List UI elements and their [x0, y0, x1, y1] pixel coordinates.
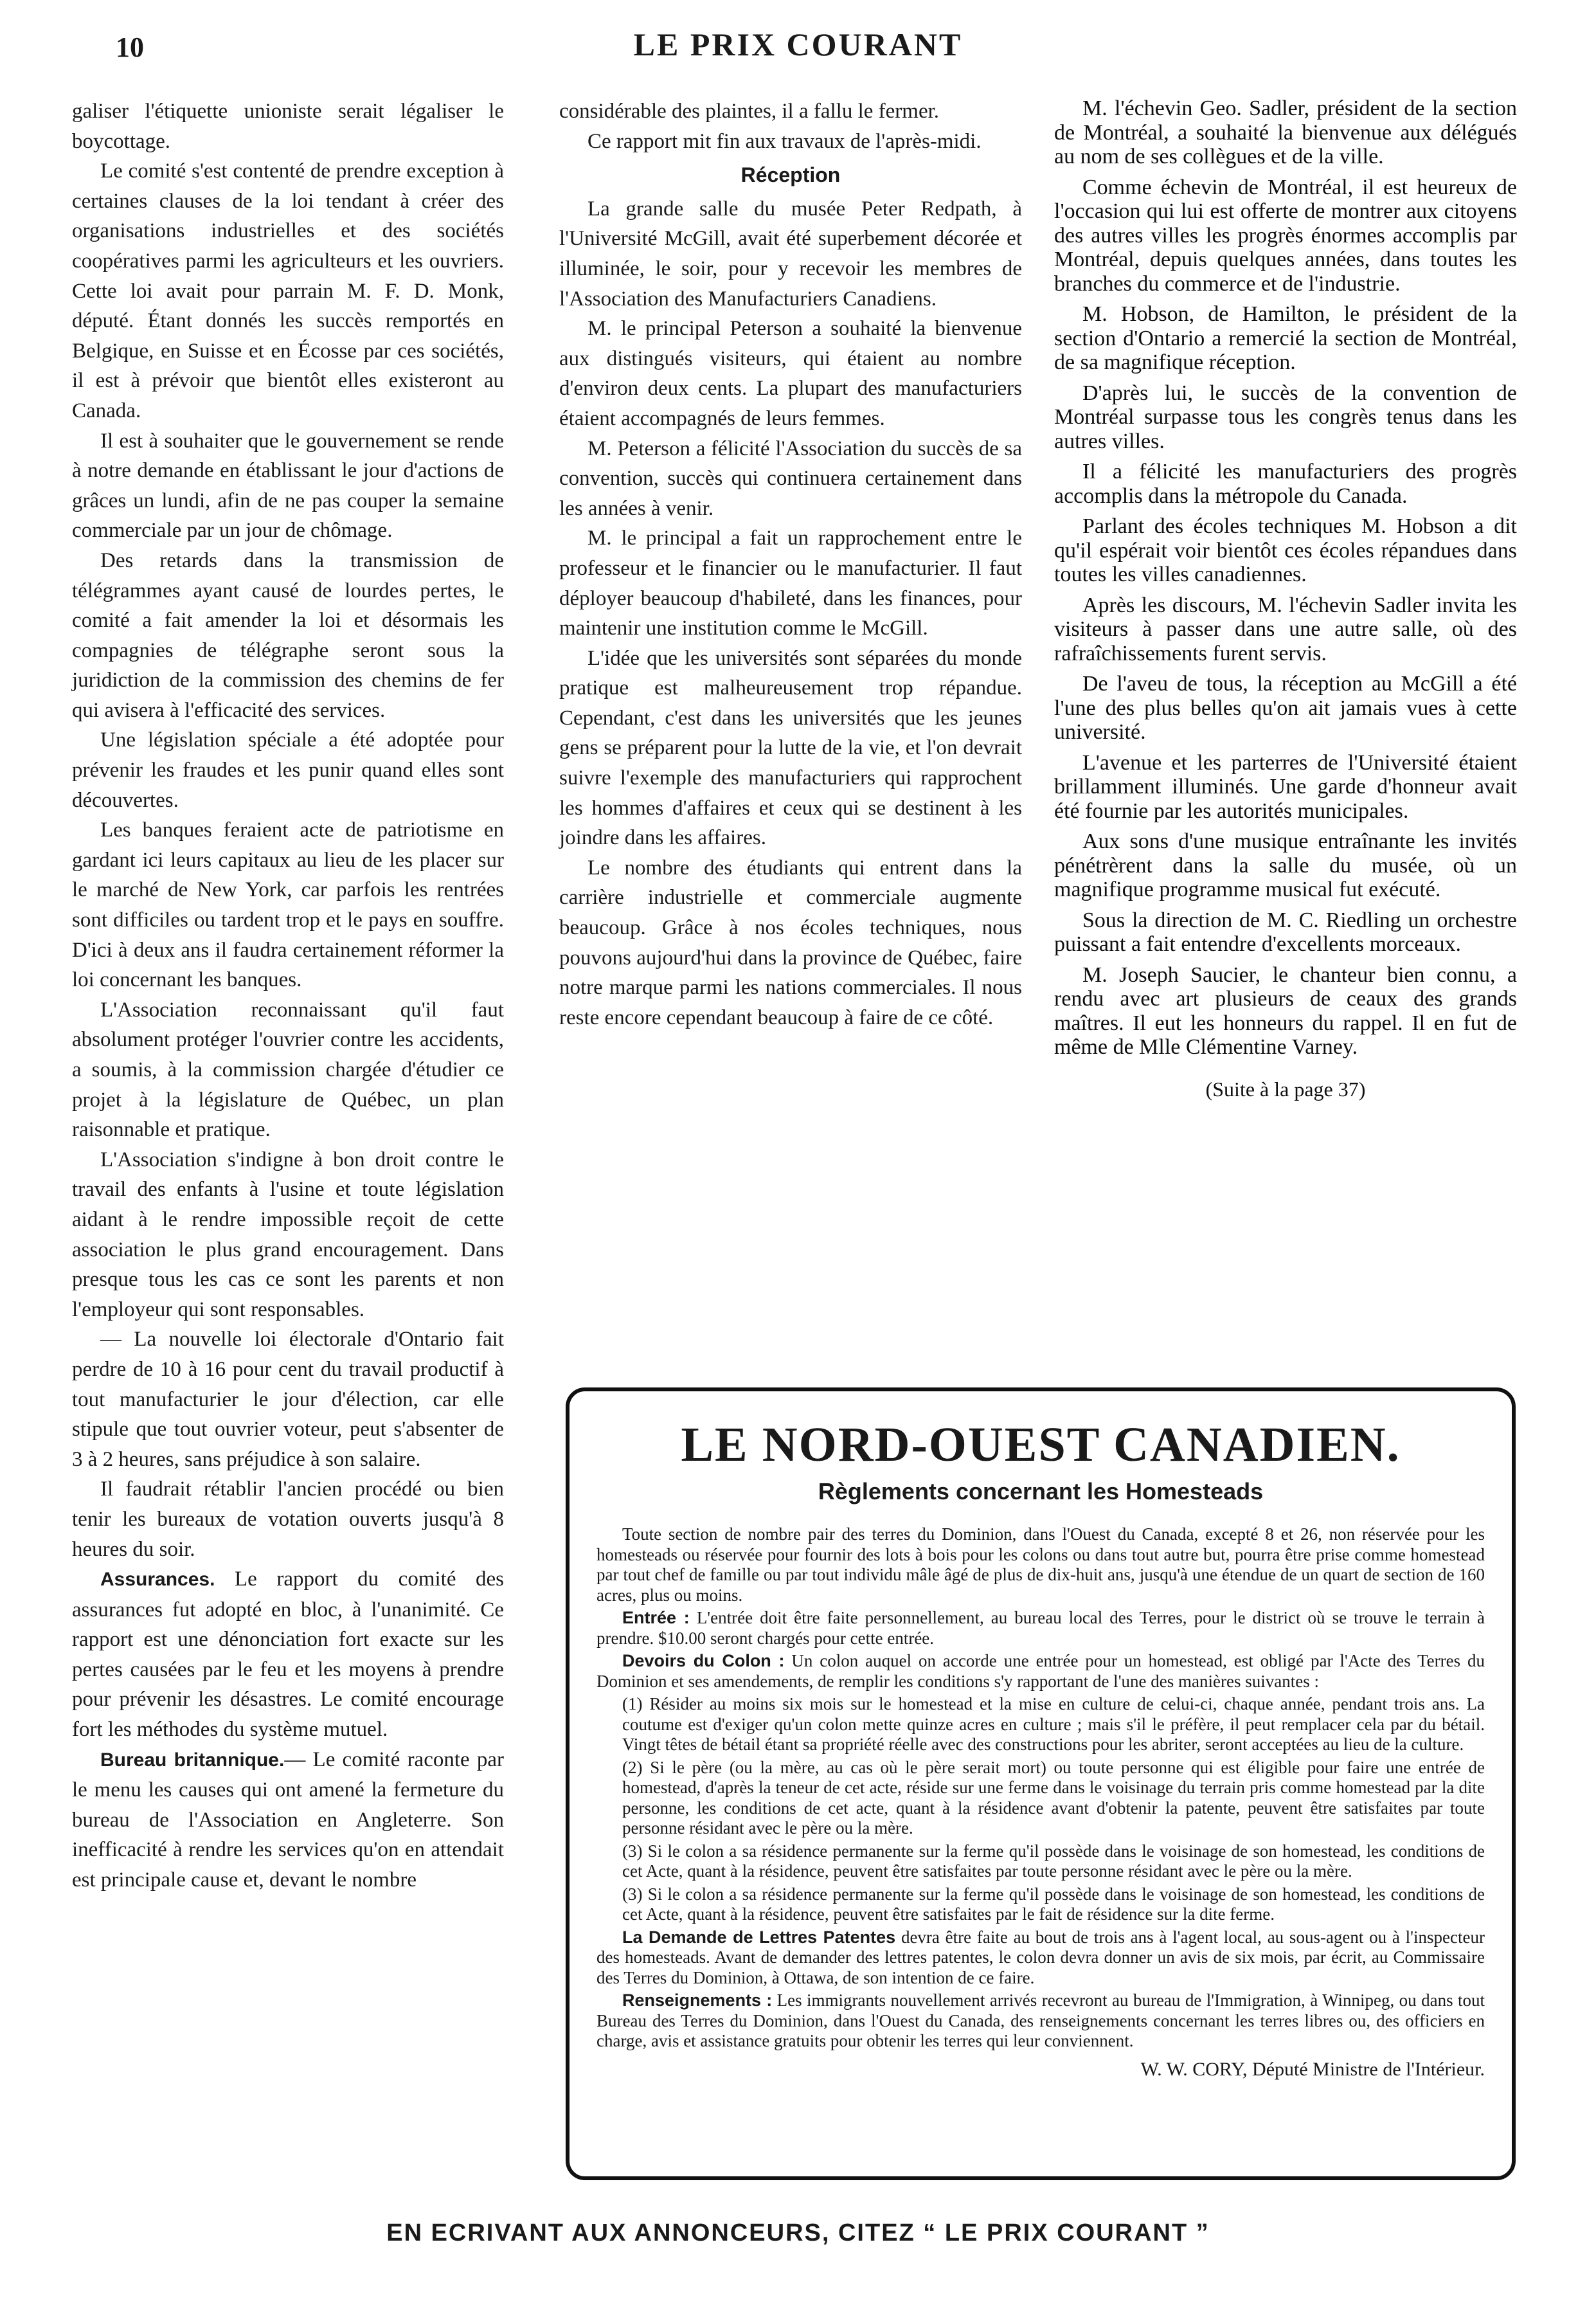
- paragraph: M. Hobson, de Hamilton, le président de la section d'Ontario a remercié la section de Montréal, de sa magnifique réception.: [1054, 302, 1517, 374]
- notice-paragraph-entree: [596, 1608, 1485, 1648]
- notice-item: (1) Résider au moins six mois sur le homestead et la mise en culture de celui-ci, chaque année, pendant trois ans. La coutume est d'exiger qu'un colon mette quinze acres en culture ; mais s'il le préfère, il peut remplacer cela par du bétail. Vingt têtes de bétail étant sa propriété réelle avec des constructions pour les abriter, seront acceptées au lieu de la culture.: [622, 1694, 1485, 1754]
- homestead-notice-box: [566, 1387, 1516, 2180]
- paragraph: Bureau britannique.— Le comité raconte par le menu les causes qui ont amené la fermeture du bureau de l'Association en Angleterre. Son inefficacité à rendre les services qu'on en attendait est principale cause et, devant le nombre: [72, 1748, 505, 1892]
- paragraph: M. le principal Peterson a souhaité la bienvenue aux distingués visiteurs, qui étaient au nombre d'environ deux cents. La plupart des manufacturiers étaient accompagnés de leurs femmes.: [559, 317, 1022, 430]
- column-middle: [559, 96, 1022, 1033]
- paragraph: Parlant des écoles techniques M. Hobson a dit qu'il espérait voir bientôt ces écoles répandues dans toutes les villes canadiennes.: [1054, 514, 1517, 586]
- paragraph: De l'aveu de tous, la réception au McGill a été l'une des plus belles qu'on ait jamais vues à cette université.: [1054, 672, 1517, 744]
- notice-item: (2) Si le père (ou la mère, au cas où le père serait mort) ou toute personne qui est éligible pour faire une entrée de homestead, d'après la teneur de cet acte, réside sur une ferme dans le voisinage du terrain pris comme homestead par la dite personne, les conditions de cet acte, quant à la résidence avant d'obtenir la patente, peuvent être satisfaites par toute personne résidant avec le père ou la mère.: [622, 1757, 1485, 1838]
- notice-paragraph-renseignements: [596, 1991, 1485, 2052]
- continuation-note: (Suite à la page 37): [1205, 1077, 1366, 1101]
- paragraph: L'idée que les universités sont séparées du monde pratique est malheureusement trop répandue. Cependant, c'est dans les universités que les jeunes gens se préparent pour la lutte de la vie, et l'on devrait suivre l'exemple des manufacturiers qui rapprochent les hommes d'affaires et ceux qui se destinent à les joindre dans les affaires.: [559, 646, 1022, 850]
- label-entree: Entrée :: [622, 1608, 690, 1627]
- paragraph: [72, 1564, 504, 1745]
- paragraph: Des retards dans la transmission de télégrammes ayant causé de lourdes pertes, le comité a fait amender la loi et désormais les compagnies de télégraphe seront sous la juridiction de la commission des chemins de fer qui avisera à l'efficacité des services.: [72, 548, 504, 722]
- notice-item: (3) Si le colon a sa résidence permanente sur la ferme qu'il possède dans le voisinage de son homestead, les conditions de cet Acte, quant à la résidence, peuvent être satisfaites par toute personne résidant avec le père ou la mère.: [622, 1841, 1485, 1881]
- paragraph: Le comité s'est contenté de prendre exception à certaines clauses de la loi tendant à créer des organisations industrielles et des sociétés coopératives parmi les agriculteurs et les ouvriers. Cette loi avait pour parrain M. F. D. Monk, député. Étant donnés les succès remportés en Belgique, en Suisse et en Écosse par ces sociétés, il est à prévoir que bientôt elles existeront au Canada.: [72, 159, 504, 422]
- paragraph: Il a félicité les manufacturiers des progrès accomplis dans la métropole du Canada.: [1054, 460, 1517, 508]
- paragraph: Sous la direction de M. C. Riedling un orchestre puissant a fait entendre d'excellents morceaux.: [1054, 908, 1517, 956]
- paragraph: D'après lui, le succès de la convention de Montréal surpasse tous les congrès tenus dans les autres villes.: [1054, 381, 1517, 453]
- paragraph: L'avenue et les parterres de l'Université étaient brillamment illuminés. Une garde d'honneur avait été fournie par les autorités municipales.: [1054, 750, 1517, 823]
- notice-body: [596, 1524, 1485, 2079]
- paragraph-text: Le comité raconte par le menu les causes qui ont amené la fermeture du bureau de l'Association en Angleterre. Son inefficacité à rendre les services qu'on en attendait est principale cause et, devant le nombre: [72, 1748, 505, 1892]
- run-in-heading-assurances: Assurances.: [100, 1569, 215, 1591]
- run-in-heading-bureau: Bureau britannique.: [100, 1749, 285, 1771]
- notice-subtitle: Règlements concernant les Homesteads: [818, 1478, 1264, 1504]
- column-left: [72, 96, 504, 1895]
- paragraph: Une législation spéciale a été adoptée pour prévenir les fraudes et les punir quand elles sont découvertes.: [72, 728, 504, 812]
- page-number: 10: [116, 32, 144, 63]
- paragraph: Comme échevin de Montréal, il est heureux de l'occasion qui lui est offerte de montrer aux citoyens des autres villes les progrès énormes accomplis par Montréal, depuis quelques années, dans toutes les branches du commerce et de l'industrie.: [1054, 175, 1517, 296]
- paragraph: Il faudrait rétablir l'ancien procédé ou bien tenir les bureaux de votation ouverts jusqu'à 8 heures du soir.: [72, 1477, 504, 1561]
- paragraph: M. le principal a fait un rapprochement entre le professeur et le financier ou le manufacturier. Il faut déployer beaucoup d'habileté, dans les finances, pour maintenir une institution comme le McGill.: [559, 527, 1022, 640]
- paragraph-text: La nouvelle loi électorale d'Ontario fait perdre de 10 à 16 pour cent du travail productif à tout manufacturier le jour d'élection, car elle stipule que tout ouvrier voteur, peut s'absenter de 3 à 2 heures, sans préjudice à son salaire.: [72, 1328, 505, 1471]
- notice-text: Les immigrants nouvellement arrivés recevront au bureau de l'Immigration, à Winnipeg, ou dans tout Bureau des Terres du Dominion, dans l'Ouest du Canada, des renseignements concernant les terres libres ou, des officiers en charge, avis et assistance gratuits pour obtenir les terres qui leur conviennent.: [596, 1991, 1485, 2050]
- paragraph: La grande salle du musée Peter Redpath, à l'Université McGill, avait été superbement décorée et illuminée, le soir, pour y recevoir les membres de l'Association des Manufacturiers Canadiens.: [559, 197, 1022, 311]
- paragraph: M. Peterson a félicité l'Association du succès de sa convention, succès qui continuera certainement dans les années à venir.: [559, 437, 1022, 520]
- notice-intro: Toute section de nombre pair des terres du Dominion, dans l'Ouest du Canada, excepté 8 et 26, non réservée pour les homesteads ou réservée pour fournir des lots à bois pour les colons ou dans tout autre but, pourra être prise comme homestead par tout chef de famille ou par tout individu mâle âgé de plus de dix-huit ans, jusqu'à une étendue de un quart de section de 160 acres, plus ou moins.: [596, 1524, 1485, 1605]
- notice-text: devra être faite au bout de trois ans à l'agent local, au sous-agent ou à l'inspecteur des homesteads. Avant de demander des lettres patentes, le colon devra donner un avis de six mois, par écrit, au Commissaire des Terres du Dominion, à Ottawa, de son intention de ce faire.: [596, 1927, 1485, 1987]
- notice-text: Un colon auquel on accorde une entrée pour un homestead, est obligé par l'Acte des Terres du Dominion et ses amendements, de remplir les conditions s'y rapportant de l'une des manières suivantes :: [596, 1651, 1485, 1691]
- notice-title: LE NORD-OUEST CANADIEN.: [681, 1418, 1401, 1472]
- notice-text: L'entrée doit être faite personnellement, au bureau local des Terres, pour le district où se trouve le terrain à prendre. $10.00 seront chargés pour cette entrée.: [596, 1608, 1485, 1648]
- label-demande: La Demande de Lettres Patentes: [622, 1927, 896, 1947]
- paragraph: Ce rapport mit fin aux travaux de l'après-midi.: [587, 129, 982, 153]
- paragraph: Il est à souhaiter que le gouvernement se rende à notre demande en établissant le jour d'actions de grâces un lundi, afin de ne pas couper la semaine commerciale par un jour de chômage.: [72, 429, 504, 543]
- paragraph: Les banques feraient acte de patriotisme en gardant ici leurs capitaux au lieu de les placer sur le marché de New York, car parfois les rentrées sont difficiles ou tardent trop et le pays en souffre. D'ici à deux ans il faudra certainement réformer la loi concernant les banques.: [72, 818, 504, 992]
- paragraph: — La nouvelle loi électorale d'Ontario fait perdre de 10 à 16 pour cent du travail productif à tout manufacturier le jour d'élection, car elle stipule que tout ouvrier voteur, peut s'absenter de 3 à 2 heures, sans préjudice à son salaire.: [72, 1328, 505, 1471]
- paragraph: galiser l'étiquette unioniste serait légaliser le boycottage.: [72, 100, 504, 153]
- paragraph-text: Le rapport du comité des assurances fut adopté en bloc, à l'unanimité. Ce rapport est une dénonciation fort exacte sur les pertes causées par le feu et les moyens à prendre pour prévenir les désastres. Le comité encourage fort les méthodes du système mutuel.: [72, 1567, 505, 1742]
- paragraph: considérable des plaintes, il a fallu le fermer.: [559, 100, 940, 123]
- notice-item: (3) Si le colon a sa résidence permanente sur la ferme qu'il possède dans le voisinage de son homestead, les conditions de cet Acte, quant à la résidence, peuvent être satisfaites par le fait de résidence sur la dite ferme.: [622, 1884, 1485, 1924]
- paragraph: Le nombre des étudiants qui entrent dans la carrière industrielle et commerciale augmente beaucoup. Grâce à nos écoles techniques, nous pouvons aujourd'hui dans la province de Québec, faire notre marque parmi les nations commerciales. Il nous reste encore cependant beaucoup à faire de ce côté.: [559, 856, 1022, 1029]
- notice-paragraph-demande: [596, 1928, 1485, 1989]
- label-devoirs: Devoirs du Colon :: [622, 1651, 785, 1670]
- paragraph: M. Joseph Saucier, le chanteur bien connu, a rendu avec art plusieurs de ceaux des grands maîtres. Il eut les honneurs du rappel. Il en fut de même de Mlle Clémentine Varney.: [1054, 962, 1517, 1059]
- paragraph: L'Association s'indigne à bon droit contre le travail des enfants à l'usine et toute législation aidant à le rendre impossible reçoit de cette association le plus grand encouragement. Dans presque tous les cas ce sont les parents et non l'employeur qui sont responsables.: [72, 1148, 504, 1321]
- column-right: [1054, 96, 1517, 1108]
- page-footer: EN ECRIVANT AUX ANNONCEURS, CITEZ “ LE PRIX COURANT ”: [386, 2219, 1210, 2246]
- section-heading-reception: Réception: [740, 163, 841, 187]
- paragraph: Après les discours, M. l'échevin Sadler invita les visiteurs à passer dans une autre salle, où des rafraîchissements furent servis.: [1054, 593, 1517, 665]
- running-head: LE PRIX COURANT: [633, 26, 963, 62]
- paragraph: L'Association reconnaissant qu'il faut absolument protéger l'ouvrier contre les accidents, a soumis, à la commission chargée d'étudier ce projet à la législature de Québec, un plan raisonnable et pratique.: [72, 998, 504, 1142]
- label-renseignements: Renseignements :: [622, 1991, 773, 2010]
- notice-paragraph-devoirs: [596, 1651, 1485, 1692]
- paragraph: M. l'échevin Geo. Sadler, président de la section de Montréal, a souhaité la bienvenue aux délégués au nom de ses collègues et de la ville.: [1054, 96, 1517, 168]
- paragraph: Aux sons d'une musique entraînante les invités pénétrèrent dans la salle du musée, où un magnifique programme musical fut exécuté.: [1054, 829, 1517, 901]
- notice-signature: W. W. CORY, Député Ministre de l'Intérieur.: [1140, 2058, 1485, 2080]
